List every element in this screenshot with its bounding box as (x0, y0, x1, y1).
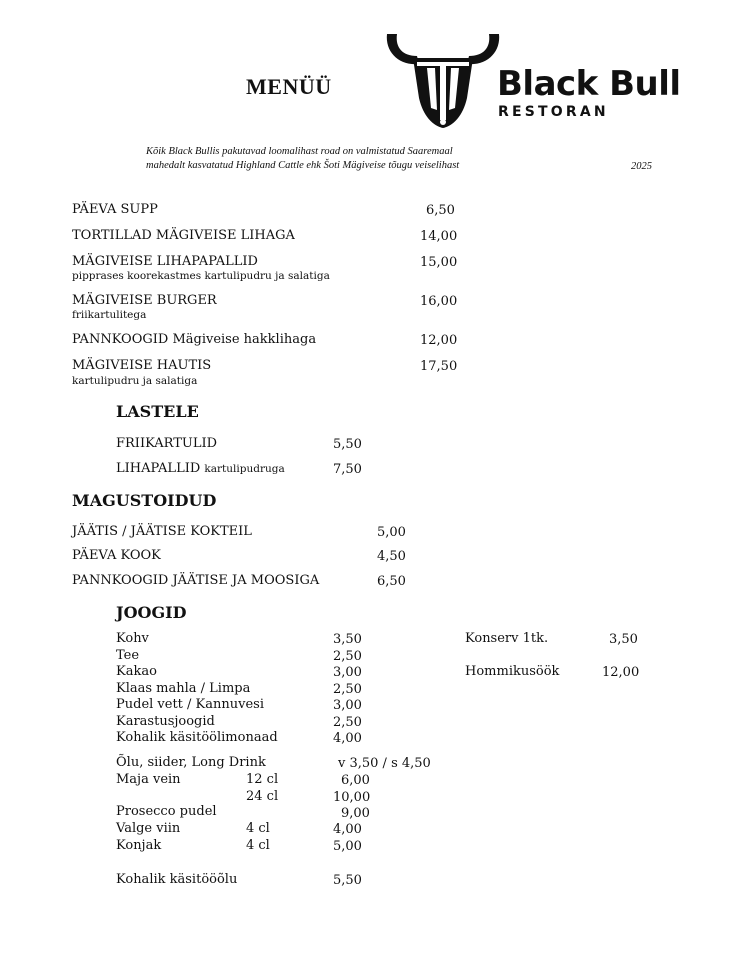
menu-year: 2025 (631, 161, 652, 172)
drink-vodka-volume: 4 cl (246, 821, 270, 836)
page-title: MENÜÜ (246, 74, 332, 99)
main-item-name: MÄGIVEISE LIHAPAPALLID (72, 254, 258, 269)
drink-item-price: 3,50 (333, 632, 362, 647)
brand-subtitle: RESTORAN (498, 104, 609, 120)
main-item-name: MÄGIVEISE HAUTIS (72, 358, 212, 373)
dessert-item-name: JÄÄTIS / JÄÄTISE KOKTEIL (72, 524, 252, 539)
main-item-price: 17,50 (420, 359, 458, 374)
main-item-price: 16,00 (420, 294, 458, 309)
section-heading-desserts: MAGUSTOIDUD (72, 491, 217, 510)
dessert-item-price: 5,00 (377, 525, 406, 540)
kids-item-name: FRIIKARTULID (116, 436, 218, 451)
drink-craft-beer-price: 5,50 (333, 873, 362, 888)
drink-cognac-volume: 4 cl (246, 838, 270, 853)
drink-item-price: 3,00 (333, 698, 362, 713)
drink-prosecco-price: 9,00 (341, 806, 370, 821)
drink-item-name: Kakao (116, 664, 157, 679)
drink-item-name: Tee (116, 648, 140, 663)
extra-item-name: Hommikusöök (465, 664, 560, 679)
kids-item-label: LIHAPALLID (116, 461, 201, 476)
extra-item-price: 12,00 (602, 665, 640, 680)
drink-wine-volume: 24 cl (246, 789, 279, 804)
dessert-item-name: PÄEVA KOOK (72, 548, 161, 563)
main-item-price: 6,50 (426, 203, 455, 218)
kids-item-price: 7,50 (333, 462, 362, 477)
main-item-name: PANNKOOGID Mägiveise hakklihaga (72, 332, 317, 347)
kids-item-price: 5,50 (333, 437, 362, 452)
drink-item-name: Klaas mahla / Limpa (116, 681, 251, 696)
kids-item-name (116, 461, 285, 476)
drink-wine-price: 10,00 (333, 790, 371, 805)
section-heading-kids: LASTELE (116, 402, 199, 421)
drink-vodka-name: Valge viin (116, 821, 181, 836)
main-item-price: 12,00 (420, 333, 458, 348)
drink-beer-price: v 3,50 / s 4,50 (338, 756, 431, 771)
drink-item-price: 2,50 (333, 715, 362, 730)
drink-cognac-name: Konjak (116, 838, 162, 853)
drink-craft-beer-name: Kohalik käsitööõlu (116, 872, 238, 887)
drink-wine-volume: 12 cl (246, 772, 279, 787)
section-heading-drinks: JOOGID (116, 603, 187, 622)
drink-item-price: 3,00 (333, 665, 362, 680)
drink-prosecco-name: Prosecco pudel (116, 804, 217, 819)
main-item-price: 14,00 (420, 229, 458, 244)
bull-logo-icon (383, 28, 503, 134)
drink-item-price: 2,50 (333, 649, 362, 664)
extra-item-name: Konserv 1tk. (465, 631, 549, 646)
main-item-name: TORTILLAD MÄGIVEISE LIHAGA (72, 228, 295, 243)
main-item-description: pipprases koorekastmes kartulipudru ja salatiga (72, 270, 330, 282)
main-item-name: MÄGIVEISE BURGER (72, 293, 217, 308)
main-item-price: 15,00 (420, 255, 458, 270)
dessert-item-price: 4,50 (377, 549, 406, 564)
drink-item-name: Kohv (116, 631, 149, 646)
drink-cognac-price: 5,00 (333, 839, 362, 854)
kids-item-extra: kartulipudruga (204, 463, 285, 475)
intro-line-2: mahedalt kasvatatud Highland Cattle ehk Šoti Mägiveise tõugu veiselihast (146, 160, 460, 171)
brand-name: Black Bull (497, 64, 681, 104)
drink-beer-name: Õlu, siider, Long Drink (116, 755, 266, 770)
dessert-item-price: 6,50 (377, 574, 406, 589)
drink-vodka-price: 4,00 (333, 822, 362, 837)
main-item-description: kartulipudru ja salatiga (72, 375, 198, 387)
drink-item-price: 2,50 (333, 682, 362, 697)
intro-line-1: Kõik Black Bullis pakutavad loomalihast road on valmistatud Saaremaal (146, 146, 453, 157)
drink-item-name: Pudel vett / Kannuvesi (116, 697, 265, 712)
drink-item-name: Kohalik käsitöölimonaad (116, 730, 278, 745)
extra-item-price: 3,50 (609, 632, 638, 647)
dessert-item-name: PANNKOOGID JÄÄTISE JA MOOSIGA (72, 573, 320, 588)
main-item-description: friikartulitega (72, 309, 147, 321)
drink-item-price: 4,00 (333, 731, 362, 746)
drink-wine-price: 6,00 (341, 773, 370, 788)
main-item-name: PÄEVA SUPP (72, 202, 158, 217)
drink-wine-name: Maja vein (116, 772, 181, 787)
drink-item-name: Karastusjoogid (116, 714, 215, 729)
